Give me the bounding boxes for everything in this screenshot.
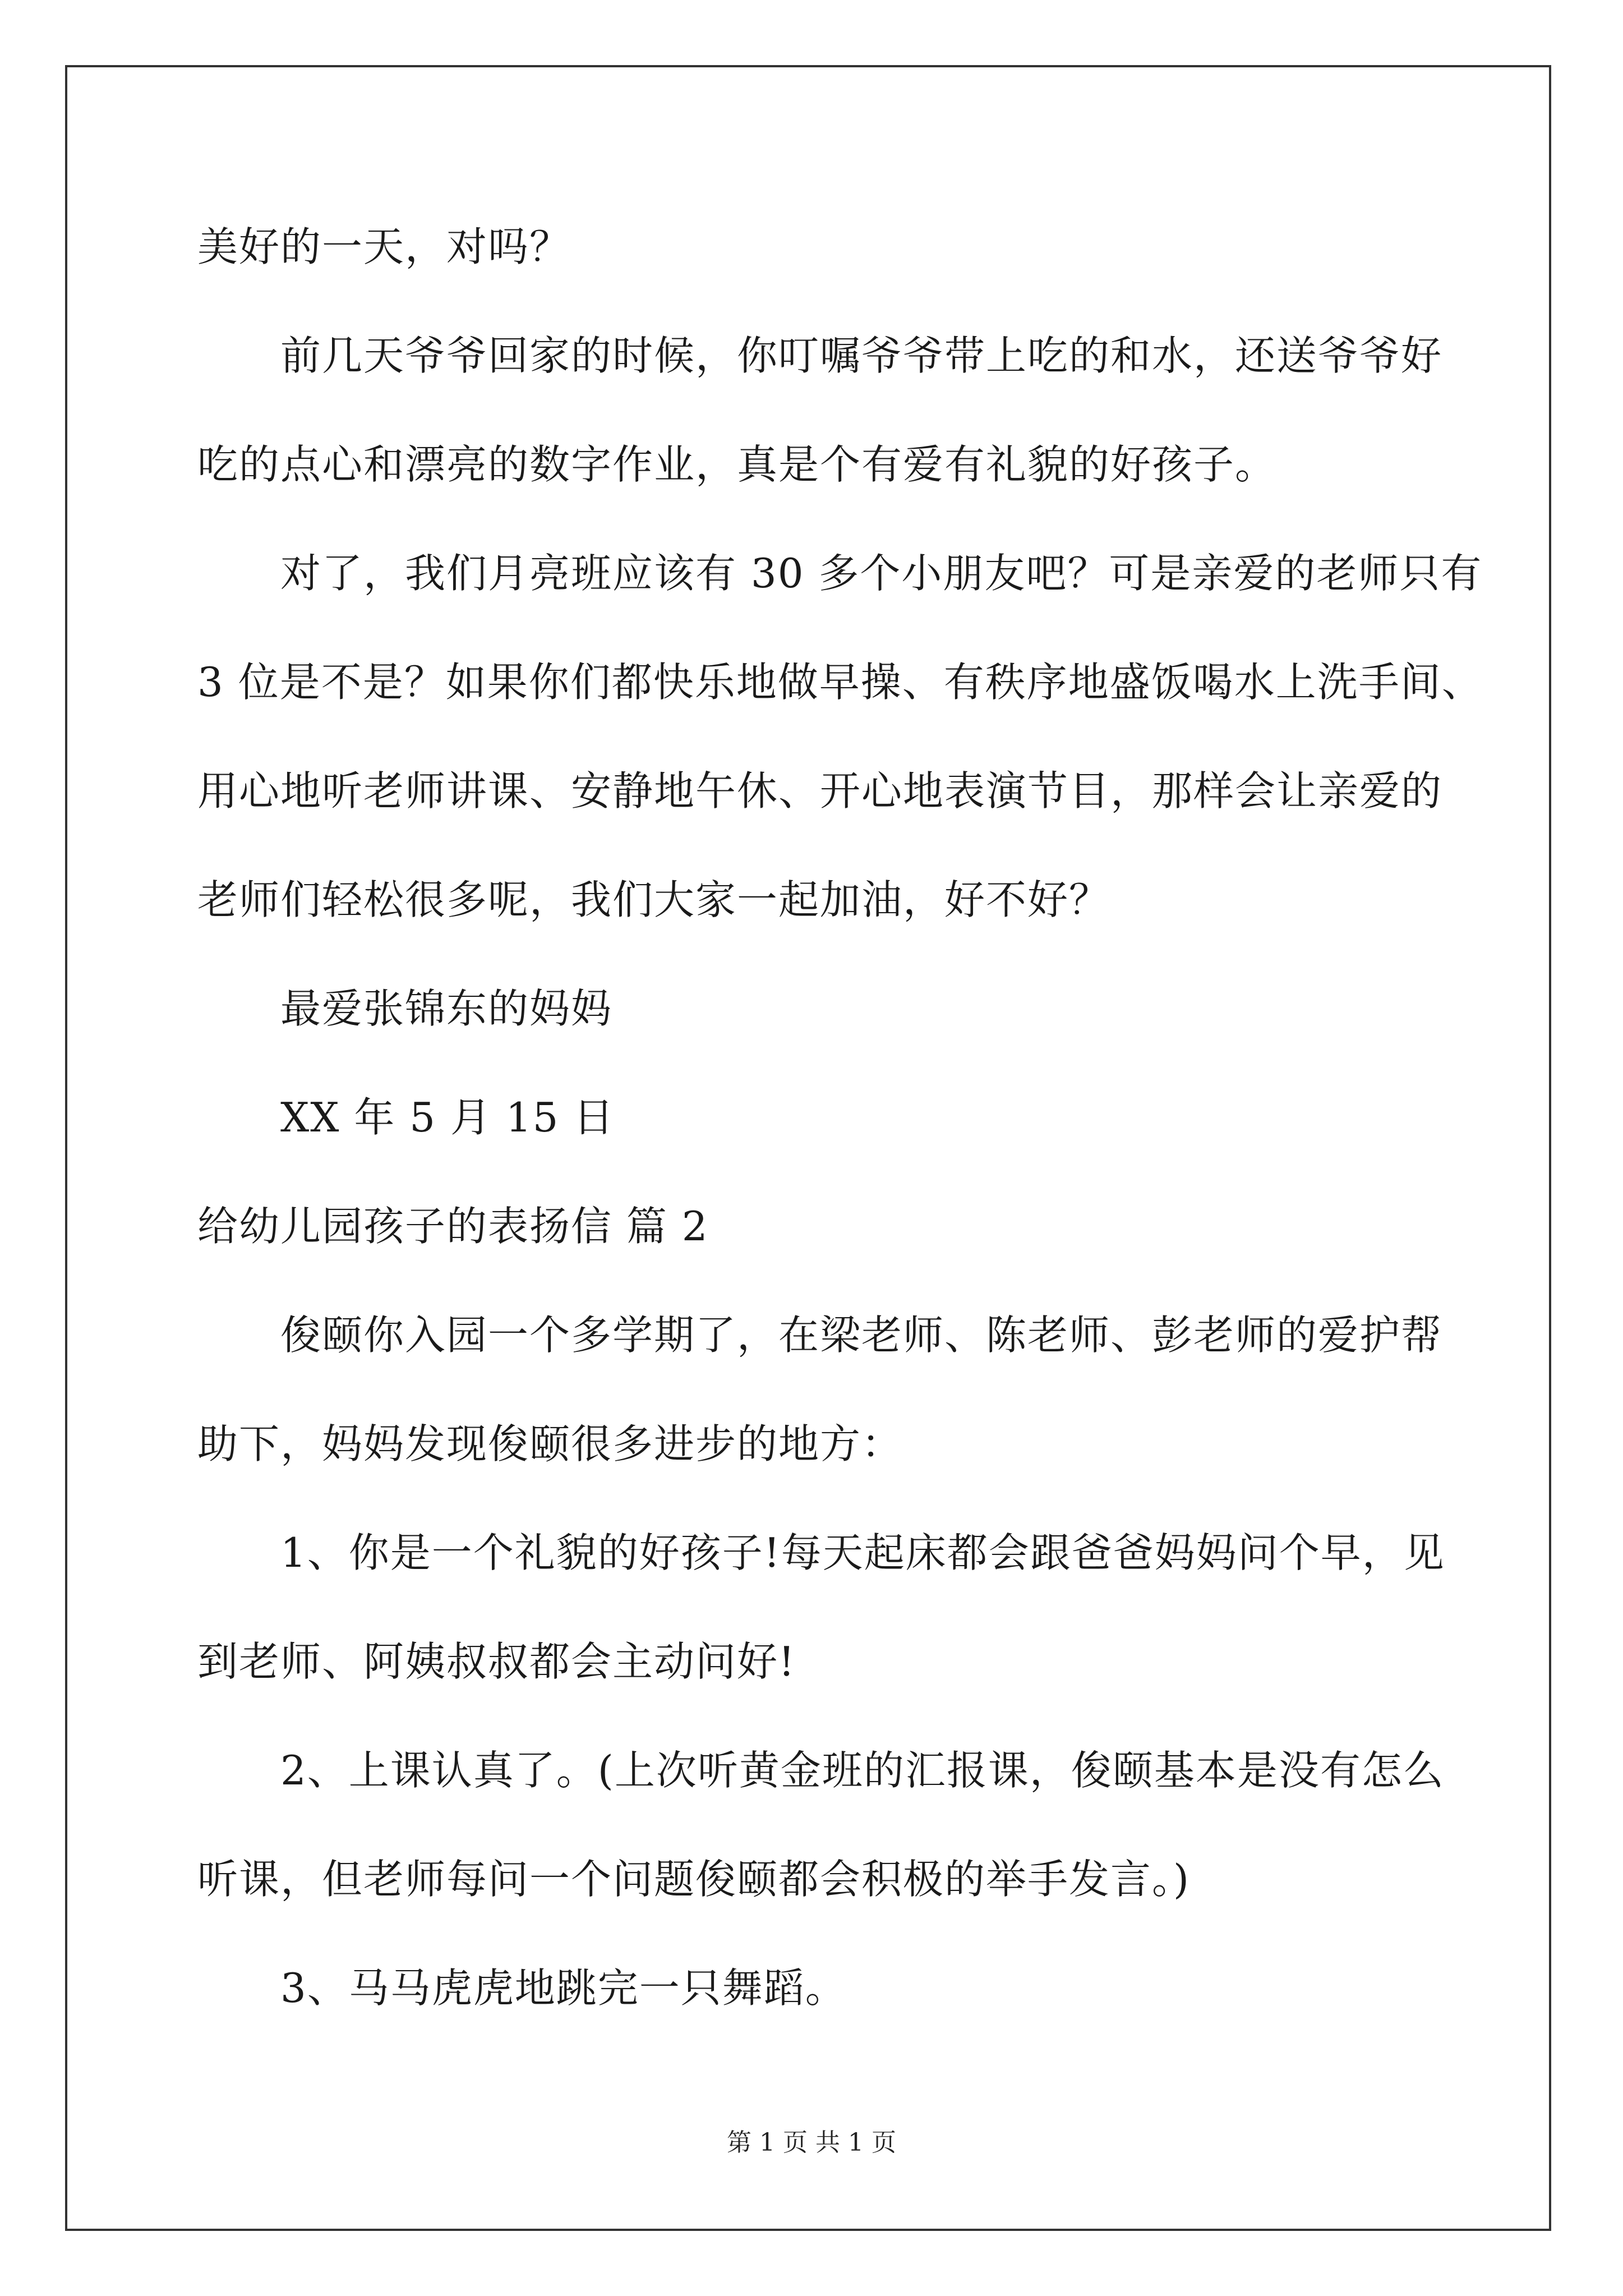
text-line: 美好的一天，对吗？ [197, 223, 571, 270]
list-item: 1、你是一个礼貌的好孩子!每天起床都会跟爸爸妈妈问个早，见 [280, 1529, 1445, 1576]
text-line: 到老师、阿姨叔叔都会主动问好! [197, 1638, 796, 1685]
text-line: 前几天爷爷回家的时候，你叮嘱爷爷带上吃的和水，还送爷爷好 [280, 332, 1443, 379]
text-line: 用心地听老师讲课、安静地午休、开心地表演节目，那样会让亲爱的 [197, 767, 1443, 815]
signature-line: 最爱张锦东的妈妈 [280, 985, 613, 1032]
text-line: 听课，但老师每问一个问题俊颐都会积极的举手发言。) [197, 1856, 1191, 1903]
list-item: 2、上课认真了。(上次听黄金班的汇报课，俊颐基本是没有怎么 [280, 1747, 1445, 1794]
text-line: 对了，我们月亮班应该有 30 多个小朋友吧？可是亲爱的老师只有 [280, 550, 1483, 597]
text-line: 吃的点心和漂亮的数字作业，真是个有爱有礼貌的好孩子。 [197, 441, 1277, 488]
date-line: XX 年 5 月 15 日 [280, 1094, 615, 1141]
text-line: 3 位是不是？如果你们都快乐地做早操、有秩序地盛饭喝水上洗手间、 [197, 659, 1483, 706]
text-line: 老师们轻松很多呢，我们大家一起加油，好不好？ [197, 876, 1111, 923]
page-footer: 第 1 页 共 1 页 [727, 2128, 896, 2157]
text-line: 俊颐你入园一个多学期了，在梁老师、陈老师、彭老师的爱护帮 [280, 1312, 1443, 1359]
section-heading: 给幼儿园孩子的表扬信 篇 2 [197, 1203, 709, 1250]
text-line: 助下，妈妈发现俊颐很多进步的地方： [197, 1420, 903, 1467]
list-item: 3、马马虎虎地跳完一只舞蹈。 [280, 1964, 847, 2012]
